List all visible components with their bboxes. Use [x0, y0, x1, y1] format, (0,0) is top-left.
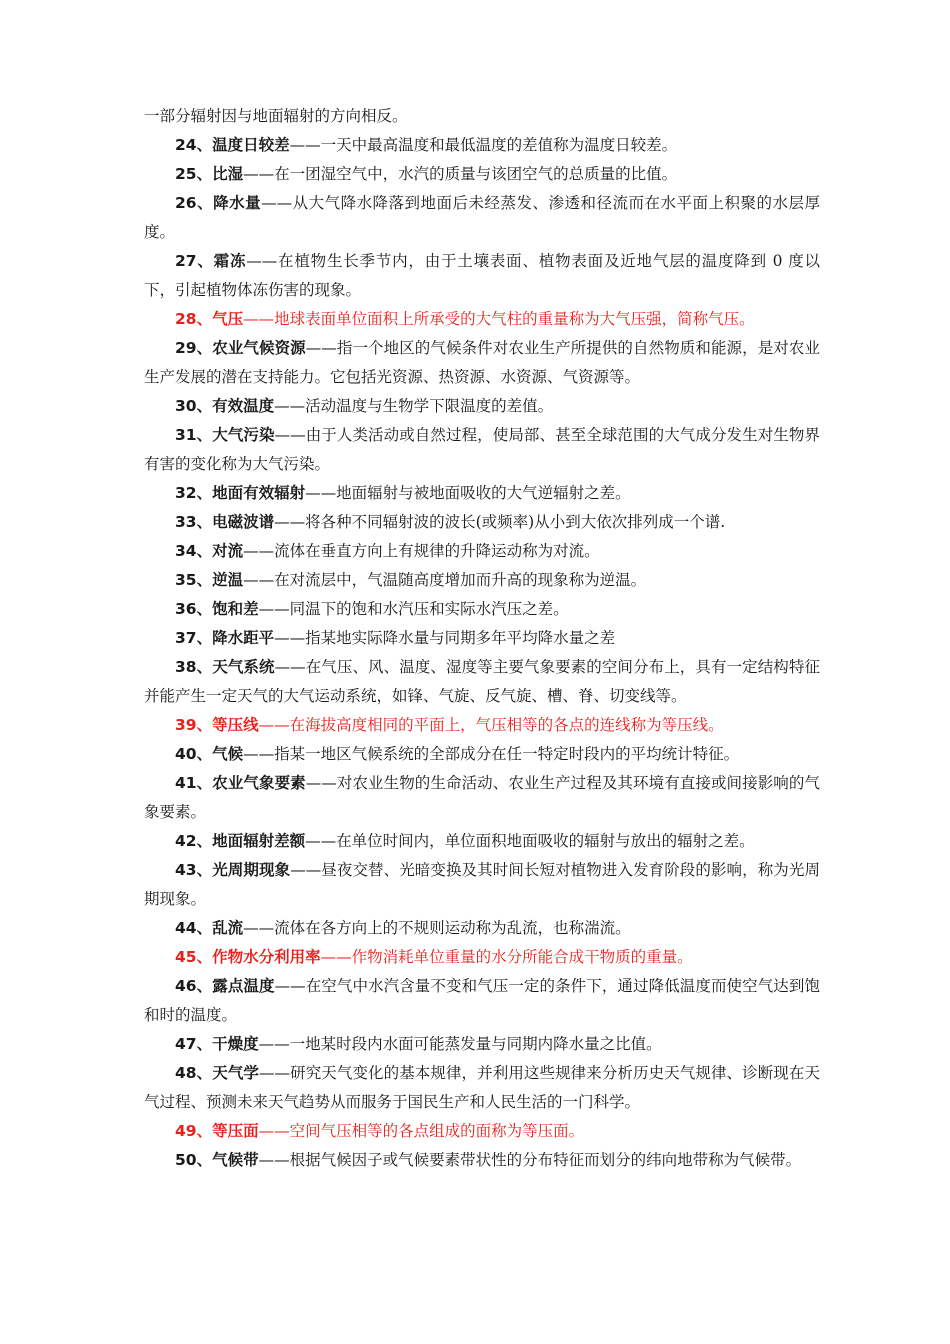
entry-definition: ——一天中最高温度和最低温度的差值称为温度日较差。 — [289, 136, 678, 154]
glossary-entry — [144, 711, 820, 740]
entry-term: 乱流 — [212, 919, 244, 937]
entry-definition: ——空间气压相等的各点组成的面称为等压面。 — [258, 1122, 585, 1140]
entry-definition: ——指一个地区的气候条件对农业生产所提供的自然物质和能源，是对农业生产发展的潜在支持能力。它包括光资源、热资源、水资源、气资源等。 — [144, 339, 820, 386]
entry-definition: ——一地某时段内水面可能蒸发量与同期内降水量之比值。 — [258, 1035, 662, 1053]
entry-term: 地面辐射差额 — [212, 832, 306, 850]
glossary-entry — [144, 508, 820, 537]
entry-number: 34、 — [175, 542, 213, 560]
entry-number: 27、 — [175, 252, 214, 270]
entry-term: 气压 — [212, 310, 244, 328]
entry-number: 43、 — [175, 861, 213, 879]
entry-number: 40、 — [175, 745, 213, 763]
glossary-entry — [144, 421, 820, 479]
entry-definition: ——对农业生物的生命活动、农业生产过程及其环境有直接或间接影响的气象要素。 — [144, 774, 820, 821]
entry-term: 作物水分利用率 — [212, 948, 321, 966]
entry-term: 农业气候资源 — [212, 339, 306, 357]
entry-definition: ——从大气降水降落到地面后未经蒸发、渗透和径流而在水平面上积聚的水层厚度。 — [144, 194, 820, 241]
entry-definition: ——活动温度与生物学下限温度的差值。 — [274, 397, 554, 415]
glossary-entry — [144, 479, 820, 508]
glossary-entry — [144, 943, 820, 972]
glossary-entry — [144, 160, 820, 189]
entry-definition: ——指某一地区气候系统的全部成分在任一特定时段内的平均统计特征。 — [243, 745, 740, 763]
glossary-entry — [144, 247, 820, 305]
entry-definition: ——在海拔高度相同的平面上，气压相等的各点的连线称为等压线。 — [258, 716, 724, 734]
entry-term: 干燥度 — [212, 1035, 259, 1053]
entry-number: 32、 — [175, 484, 213, 502]
glossary-entry — [144, 827, 820, 856]
entry-number: 29、 — [175, 339, 213, 357]
entry-definition: ——流体在垂直方向上有规律的升降运动称为对流。 — [243, 542, 600, 560]
entry-number: 50、 — [175, 1151, 213, 1169]
glossary-entry — [144, 189, 820, 247]
entry-term: 等压线 — [212, 716, 259, 734]
glossary-entry — [144, 131, 820, 160]
entry-term: 有效温度 — [212, 397, 275, 415]
entry-term: 饱和差 — [212, 600, 259, 618]
entry-definition: ——指某地实际降水量与同期多年平均降水量之差 — [274, 629, 616, 647]
entry-number: 48、 — [175, 1064, 213, 1082]
glossary-entry — [144, 653, 820, 711]
glossary-entry — [144, 1059, 820, 1117]
entry-term: 温度日较差 — [212, 136, 290, 154]
entry-definition: ——根据气候因子或气候要素带状性的分布特征而划分的纬向地带称为气候带。 — [258, 1151, 802, 1169]
entry-definition: ——将各种不同辐射波的波长(或频率)从小到大依次排列成一个谱. — [274, 513, 726, 531]
glossary-entry — [144, 305, 820, 334]
glossary-entry — [144, 914, 820, 943]
entry-term: 电磁波谱 — [212, 513, 275, 531]
entry-term: 降水距平 — [212, 629, 275, 647]
entry-term: 地面有效辐射 — [212, 484, 306, 502]
entry-number: 37、 — [175, 629, 213, 647]
entry-number: 46、 — [175, 977, 213, 995]
glossary-entry — [144, 1030, 820, 1059]
entry-number: 26、 — [175, 194, 214, 212]
entry-number: 35、 — [175, 571, 213, 589]
entry-term: 气候带 — [212, 1151, 259, 1169]
entry-definition: ——在气压、风、温度、湿度等主要气象要素的空间分布上，具有一定结构特征并能产生一定天气的大气运动系统，如锋、气旋、反气旋、槽、脊、切变线等。 — [144, 658, 820, 705]
entry-number: 39、 — [175, 716, 213, 734]
glossary-list — [144, 131, 820, 1175]
entry-number: 45、 — [175, 948, 213, 966]
entry-term: 大气污染 — [212, 426, 275, 444]
continued-paragraph: 一部分辐射因与地面辐射的方向相反。 — [144, 107, 408, 125]
entry-number: 33、 — [175, 513, 213, 531]
glossary-entry — [144, 769, 820, 827]
entry-definition: ——在单位时间内，单位面积地面吸收的辐射与放出的辐射之差。 — [305, 832, 755, 850]
entry-term: 露点温度 — [212, 977, 275, 995]
entry-definition: ——地球表面单位面积上所承受的大气柱的重量称为大气压强，简称气压。 — [243, 310, 755, 328]
entry-definition: ——作物消耗单位重量的水分所能合成干物质的重量。 — [320, 948, 693, 966]
entry-definition: ——昼夜交替、光暗变换及其时间长短对植物进入发育阶段的影响，称为光周期现象。 — [144, 861, 820, 908]
glossary-entry — [144, 392, 820, 421]
glossary-entry — [144, 1146, 820, 1175]
entry-definition: ——在对流层中，气温随高度增加而升高的现象称为逆温。 — [243, 571, 647, 589]
entry-definition: ——研究天气变化的基本规律，并利用这些规律来分析历史天气规律、诊断现在天气过程、预测未来天气趋势从而服务于国民生产和人民生活的一门科学。 — [144, 1064, 820, 1111]
glossary-entry — [144, 1117, 820, 1146]
entry-definition: ——地面辐射与被地面吸收的大气逆辐射之差。 — [305, 484, 631, 502]
entry-definition: ——同温下的饱和水汽压和实际水汽压之差。 — [258, 600, 569, 618]
entry-number: 31、 — [175, 426, 213, 444]
entry-term: 比湿 — [212, 165, 244, 183]
entry-term: 霜冻 — [213, 252, 247, 270]
entry-term: 气候 — [212, 745, 244, 763]
entry-number: 49、 — [175, 1122, 213, 1140]
entry-definition: ——流体在各方向上的不规则运动称为乱流，也称湍流。 — [243, 919, 631, 937]
entry-term: 逆温 — [212, 571, 244, 589]
entry-number: 44、 — [175, 919, 213, 937]
entry-definition: ——在植物生长季节内，由于土壤表面、植物表面及近地气层的温度降到 0 度以下，引起植物体冻伤害的现象。 — [144, 252, 820, 299]
glossary-entry — [144, 566, 820, 595]
entry-number: 42、 — [175, 832, 213, 850]
glossary-entry — [144, 856, 820, 914]
glossary-entry — [144, 537, 820, 566]
entry-term: 天气系统 — [212, 658, 275, 676]
entry-number: 41、 — [175, 774, 213, 792]
glossary-entry — [144, 972, 820, 1030]
entry-number: 47、 — [175, 1035, 213, 1053]
glossary-entry — [144, 334, 820, 392]
entry-number: 30、 — [175, 397, 213, 415]
entry-term: 降水量 — [213, 194, 262, 212]
entry-definition: ——由于人类活动或自然过程，使局部、甚至全球范围的大气成分发生对生物界有害的变化称为大气污染。 — [144, 426, 820, 473]
entry-term: 对流 — [212, 542, 244, 560]
glossary-entry — [144, 624, 820, 653]
entry-definition: ——在一团湿空气中，水汽的质量与该团空气的总质量的比值。 — [243, 165, 678, 183]
document-body — [144, 102, 820, 1175]
entry-term: 光周期现象 — [212, 861, 291, 879]
glossary-entry — [144, 740, 820, 769]
entry-term: 等压面 — [212, 1122, 259, 1140]
entry-number: 24、 — [175, 136, 213, 154]
glossary-entry — [144, 595, 820, 624]
entry-definition: ——在空气中水汽含量不变和气压一定的条件下，通过降低温度而使空气达到饱和时的温度。 — [144, 977, 820, 1024]
entry-term: 天气学 — [212, 1064, 260, 1082]
entry-number: 28、 — [175, 310, 213, 328]
entry-term: 农业气象要素 — [212, 774, 306, 792]
entry-number: 36、 — [175, 600, 213, 618]
entry-number: 38、 — [175, 658, 213, 676]
entry-number: 25、 — [175, 165, 213, 183]
